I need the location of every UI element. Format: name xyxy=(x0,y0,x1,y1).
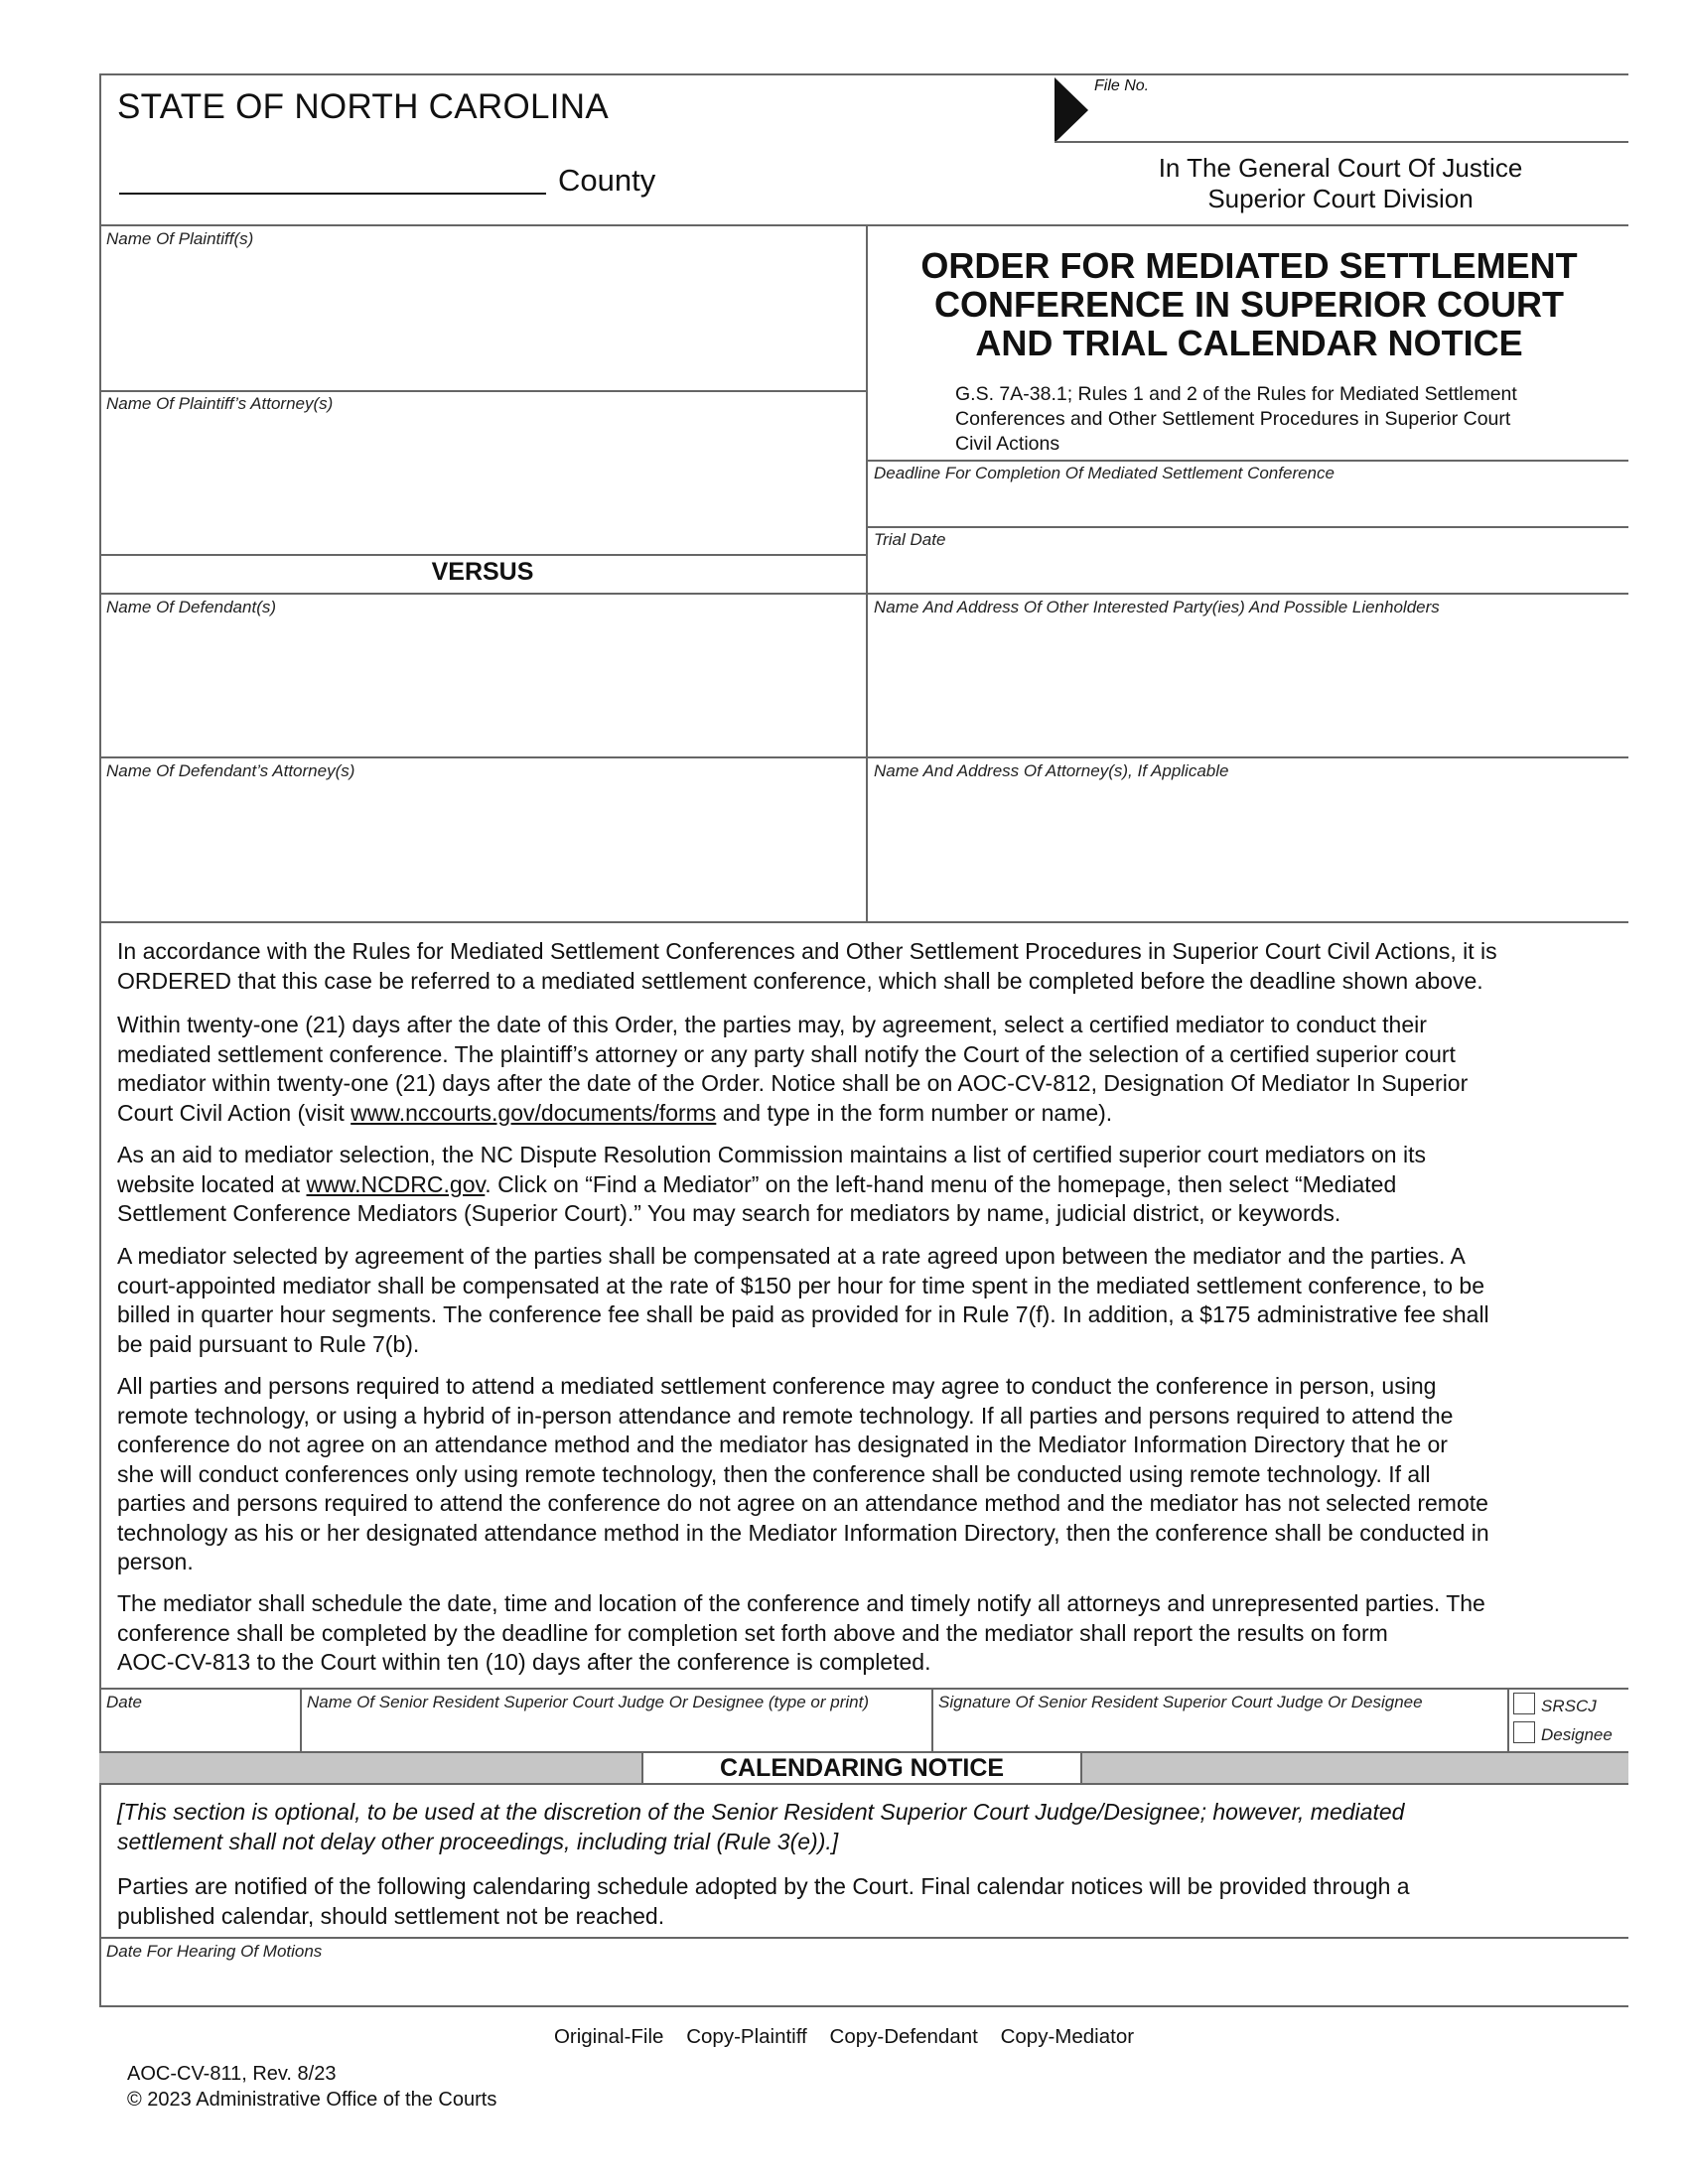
text-line: be paid pursuant to Rule 7(b). xyxy=(117,1330,420,1357)
motions-row-bottom xyxy=(99,2005,1628,2007)
interested-parties-label: Name And Address Of Other Interested Party(ies) And Possible Lienholders xyxy=(874,598,1440,616)
versus-label: VERSUS xyxy=(431,558,534,586)
text-line: conference do not agree on an attendance method and the mediator has designated in the Mediator Information Directory that he or xyxy=(117,1432,1448,1457)
text-line: mediator within twenty-one (21) days after the date of the Order. Notice shall be on AOC-CV-812, Designation Of Mediator In Superior xyxy=(117,1070,1469,1096)
calendaring-heading: CALENDARING NOTICE xyxy=(641,1751,1082,1785)
text-line: court-appointed mediator shall be compensated at the rate of $150 per hour for time spent in the mediated settlement conference, to be xyxy=(117,1272,1485,1298)
text-span: website located at xyxy=(117,1170,307,1197)
text-line: All parties and persons required to attend a mediated settlement conference may agree to conduct the conference in person, using xyxy=(117,1373,1437,1399)
calendaring-optional-note xyxy=(117,1798,1626,1856)
motions-row-top xyxy=(99,1937,1628,1939)
plaintiff-attorney-label: Name Of Plaintiff’s Attorney(s) xyxy=(106,394,334,413)
grid-rule xyxy=(99,921,1628,923)
statute-line: G.S. 7A-38.1; Rules 1 and 2 of the Rules for Mediated Settlement xyxy=(955,383,1517,405)
grid-rule xyxy=(99,224,1628,226)
text-line: settlement shall not delay other proceedings, including trial (Rule 3(e)).] xyxy=(117,1828,839,1854)
copy-distribution: Original-File Copy-Plaintiff Copy-Defendant Copy-Mediator xyxy=(553,2025,1135,2048)
grid-rule xyxy=(99,593,1628,595)
text-line: A mediator selected by agreement of the parties shall be compensated at a rate agreed upon between the mediator and the parties. A xyxy=(117,1243,1466,1269)
judge-name-label: Name Of Senior Resident Superior Court Judge Or Designee (type or print) xyxy=(307,1693,869,1711)
calendaring-notice-text xyxy=(117,1872,1626,1931)
form-title-line-1: ORDER FOR MEDIATED SETTLEMENT xyxy=(920,245,1578,286)
text-line: remote technology, or using a hybrid of in-person attendance and remote technology. If all parties and persons required to attend the xyxy=(117,1402,1454,1429)
signature-divider xyxy=(1507,1688,1509,1751)
statute-line: Civil Actions xyxy=(955,433,1060,455)
text-line: technology as his or her designated attendance method in the Mediator Information Directory, then the conference shall be conducted in xyxy=(117,1519,1489,1546)
form-number: AOC-CV-811, Rev. 8/23 xyxy=(127,2063,337,2085)
court-line-2: Superior Court Division xyxy=(1207,184,1474,213)
paragraph-selection xyxy=(117,1011,1626,1128)
paragraph-attendance xyxy=(117,1372,1626,1577)
attorneys-if-applicable-label: Name And Address Of Attorney(s), If Applicable xyxy=(874,761,1229,780)
text-span: and type in the form number or name). xyxy=(716,1099,1113,1126)
nccourts-forms-link[interactable]: www.nccourts.gov/documents/forms xyxy=(351,1099,717,1126)
paragraph-order xyxy=(117,937,1626,996)
statute-line: Conferences and Other Settlement Procedures in Superior Court xyxy=(955,408,1511,430)
designee-checkbox[interactable] xyxy=(1513,1721,1535,1743)
text-line xyxy=(117,1170,1626,1200)
ncdrc-link[interactable]: www.NCDRC.gov xyxy=(306,1170,486,1197)
text-line: Within twenty-one (21) days after the date of this Order, the parties may, by agreement, select a certified mediator to conduct their xyxy=(117,1012,1427,1037)
text-line: Parties are notified of the following calendaring schedule adopted by the Court. Final calendar notices will be provided through a xyxy=(117,1873,1410,1899)
text-line: person. xyxy=(117,1549,194,1574)
text-line: As an aid to mediator selection, the NC Dispute Resolution Commission maintains a list of certified superior court mediators on its xyxy=(117,1142,1426,1167)
text-span: . Click on “Find a Mediator” on the left-hand menu of the homepage, then select “Mediated xyxy=(485,1170,1397,1197)
grid-rule xyxy=(866,460,1628,462)
text-line: conference shall be completed by the deadline for completion set forth above and the mediator shall report the results on form xyxy=(117,1619,1388,1646)
defendant-attorney-label: Name Of Defendant’s Attorney(s) xyxy=(106,761,355,780)
plaintiff-label: Name Of Plaintiff(s) xyxy=(106,229,254,248)
text-line: The mediator shall schedule the date, time and location of the conference and timely notify all attorneys and unrepresented parties. The xyxy=(117,1590,1485,1616)
text-line: published calendar, should settlement not be reached. xyxy=(117,1902,665,1929)
paragraph-mediator-list xyxy=(117,1141,1626,1229)
text-span: Court Civil Action (visit xyxy=(117,1099,352,1126)
form-title-line-2: CONFERENCE IN SUPERIOR COURT xyxy=(933,284,1565,325)
copyright: © 2023 Administrative Office of the Courts xyxy=(127,2089,497,2111)
signature-divider xyxy=(300,1688,302,1751)
state-title: STATE OF NORTH CAROLINA xyxy=(117,87,610,126)
court-line-1: In The General Court Of Justice xyxy=(1158,153,1523,183)
srscj-label: SRSCJ xyxy=(1541,1697,1597,1715)
statute-reference xyxy=(955,382,1620,457)
top-rule xyxy=(99,73,1628,75)
text-line xyxy=(117,1099,1626,1129)
grid-rule xyxy=(99,756,1628,758)
text-line: she will conduct conferences only using remote technology, then the conference shall be conducted using remote technology. If all xyxy=(117,1460,1431,1487)
trial-date-label: Trial Date xyxy=(874,530,946,549)
left-border xyxy=(99,73,101,2005)
text-line: [This section is optional, to be used at the discretion of the Senior Resident Superior Court Judge/Designee; however, mediated xyxy=(117,1799,1405,1825)
file-no-rule xyxy=(1055,141,1628,143)
text-line: parties and persons required to attend the conference do not agree on an attendance method and the mediator has not selected remote xyxy=(117,1490,1488,1516)
text-line: AOC-CV-813 to the Court within ten (10) days after the conference is completed. xyxy=(117,1649,931,1675)
paragraph-compensation xyxy=(117,1242,1626,1359)
text-line: In accordance with the Rules for Mediated Settlement Conferences and Other Settlement Procedures in Superior Court Civil Actions, it is xyxy=(117,938,1497,964)
judge-signature-label: Signature Of Senior Resident Superior Court Judge Or Designee xyxy=(938,1693,1423,1711)
county-blank-line[interactable] xyxy=(119,193,546,195)
designee-label: Designee xyxy=(1541,1725,1613,1744)
text-line: Settlement Conference Mediators (Superior Court).” You may search for mediators by name, judicial district, or keywords. xyxy=(117,1200,1341,1226)
srscj-checkbox[interactable] xyxy=(1513,1693,1535,1714)
text-line: ORDERED that this case be referred to a mediated settlement conference, which shall be completed before the deadline shown above. xyxy=(117,967,1483,994)
signature-row-top xyxy=(99,1688,1628,1690)
defendant-label: Name Of Defendant(s) xyxy=(106,598,277,616)
paragraph-scheduling xyxy=(117,1589,1626,1678)
date-label: Date xyxy=(106,1693,142,1711)
file-no-arrow-icon xyxy=(1055,77,1090,143)
county-label: County xyxy=(558,163,656,198)
deadline-label: Deadline For Completion Of Mediated Settlement Conference xyxy=(874,464,1335,482)
form-title-line-3: AND TRIAL CALENDAR NOTICE xyxy=(975,323,1523,363)
text-line: mediated settlement conference. The plaintiff’s attorney or any party shall notify the Court of the selection of a certified superior court xyxy=(117,1040,1456,1067)
center-divider xyxy=(866,224,868,921)
grid-rule xyxy=(866,526,1628,528)
grid-rule xyxy=(99,554,866,556)
motions-hearing-label: Date For Hearing Of Motions xyxy=(106,1942,323,1961)
form-title xyxy=(870,246,1628,362)
file-no-label: File No. xyxy=(1094,77,1150,94)
text-line: billed in quarter hour segments. The conference fee shall be paid as provided for in Rule 7(f). In addition, a $175 administrative fee shall xyxy=(117,1301,1489,1327)
signature-divider xyxy=(931,1688,933,1751)
grid-rule xyxy=(99,390,866,392)
